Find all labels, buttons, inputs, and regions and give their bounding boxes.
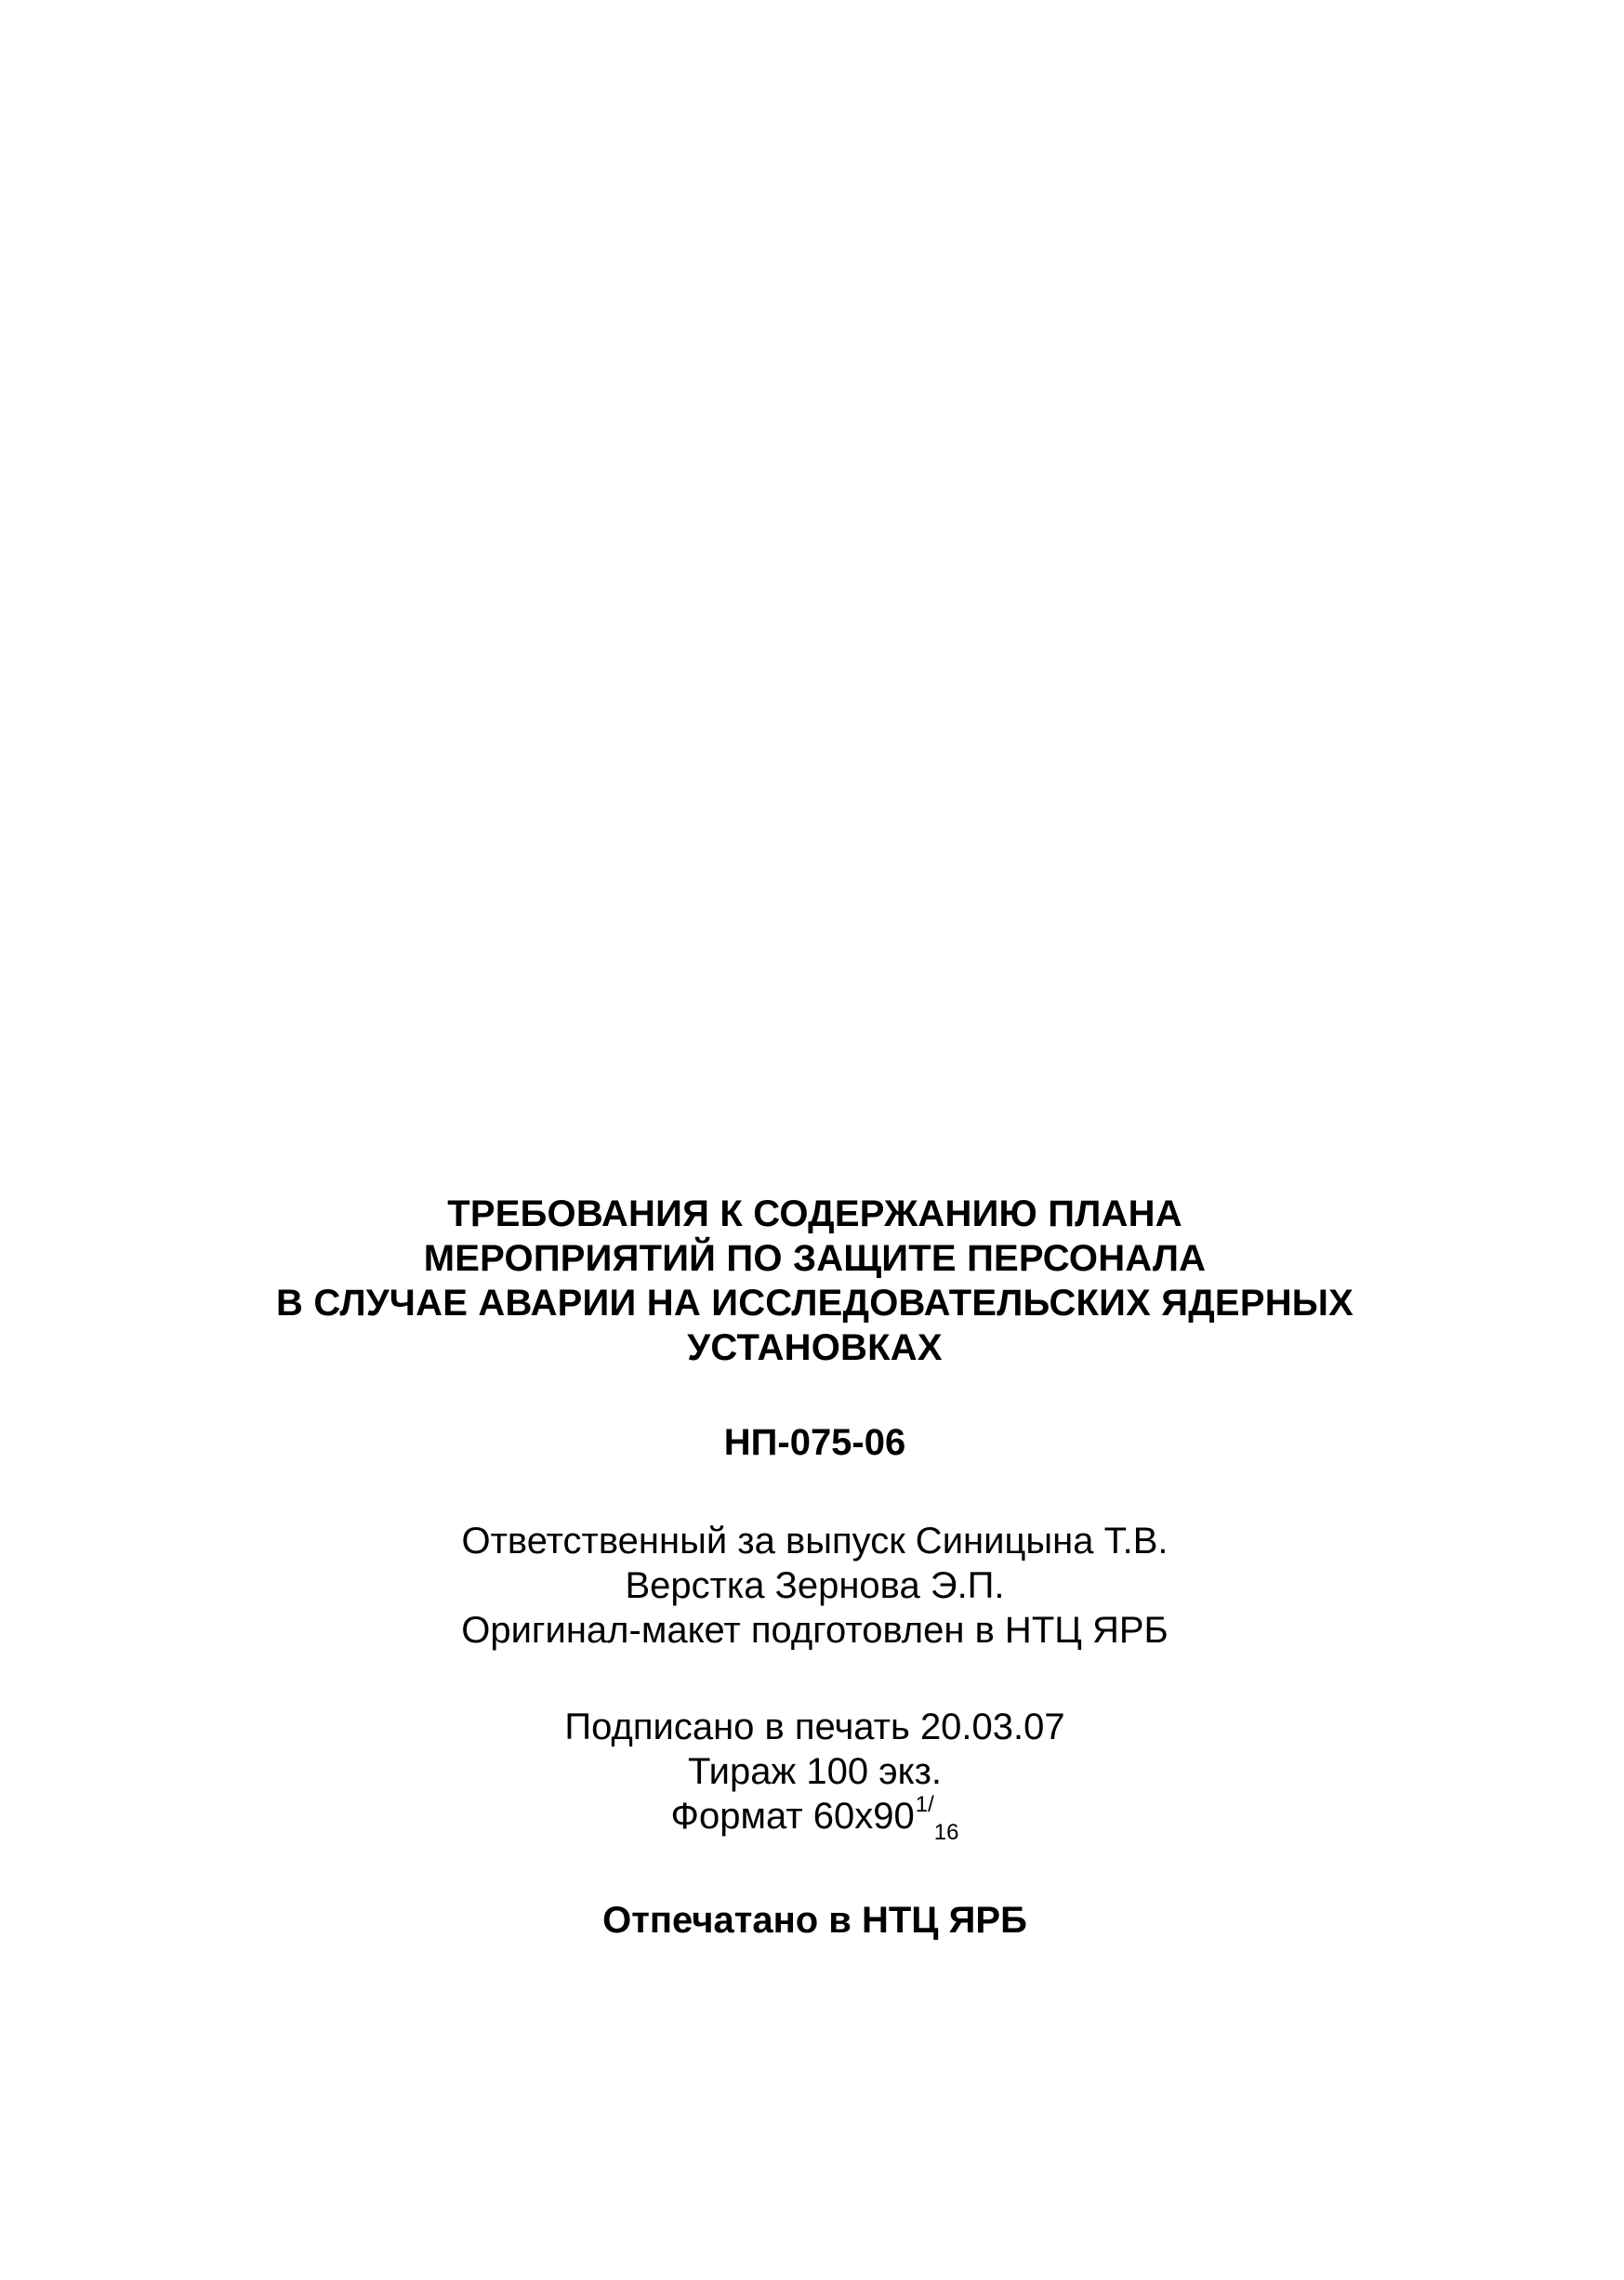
signed-to-print: Подписано в печать 20.03.07 bbox=[564, 1707, 1065, 1747]
document-title bbox=[3, 1192, 1624, 1370]
original-layout-credit: Оригинал-макет подготовлен в НТЦ ЯРБ bbox=[461, 1610, 1168, 1651]
printed-at: Отпечатано в НТЦ ЯРБ bbox=[602, 1900, 1027, 1941]
print-info-block bbox=[3, 1705, 1624, 1844]
title-line: УСТАНОВКАХ bbox=[687, 1327, 943, 1368]
layout-credit: Верстка Зернова Э.П. bbox=[625, 1565, 1005, 1606]
document-code: НП-075-06 bbox=[723, 1422, 906, 1463]
title-line: МЕРОПРИЯТИЙ ПО ЗАЩИТЕ ПЕРСОНАЛА bbox=[423, 1238, 1207, 1279]
release-responsible: Ответственный за выпуск Синицына Т.В. bbox=[461, 1521, 1168, 1562]
paper-format bbox=[3, 1794, 1624, 1844]
circulation: Тираж 100 экз. bbox=[687, 1751, 943, 1792]
credits-block bbox=[3, 1519, 1624, 1653]
title-line: ТРЕБОВАНИЯ К СОДЕРЖАНИЮ ПЛАНА bbox=[447, 1193, 1182, 1234]
colophon-block bbox=[3, 1192, 1624, 1943]
title-line: В СЛУЧАЕ АВАРИИ НА ИССЛЕДОВАТЕЛЬСКИХ ЯДЕРНЫХ bbox=[275, 1283, 1354, 1324]
format-subscript: 16 bbox=[933, 1820, 959, 1845]
format-label: Формат 60х90 bbox=[670, 1796, 915, 1837]
format-superscript: 1/ bbox=[915, 1792, 934, 1817]
